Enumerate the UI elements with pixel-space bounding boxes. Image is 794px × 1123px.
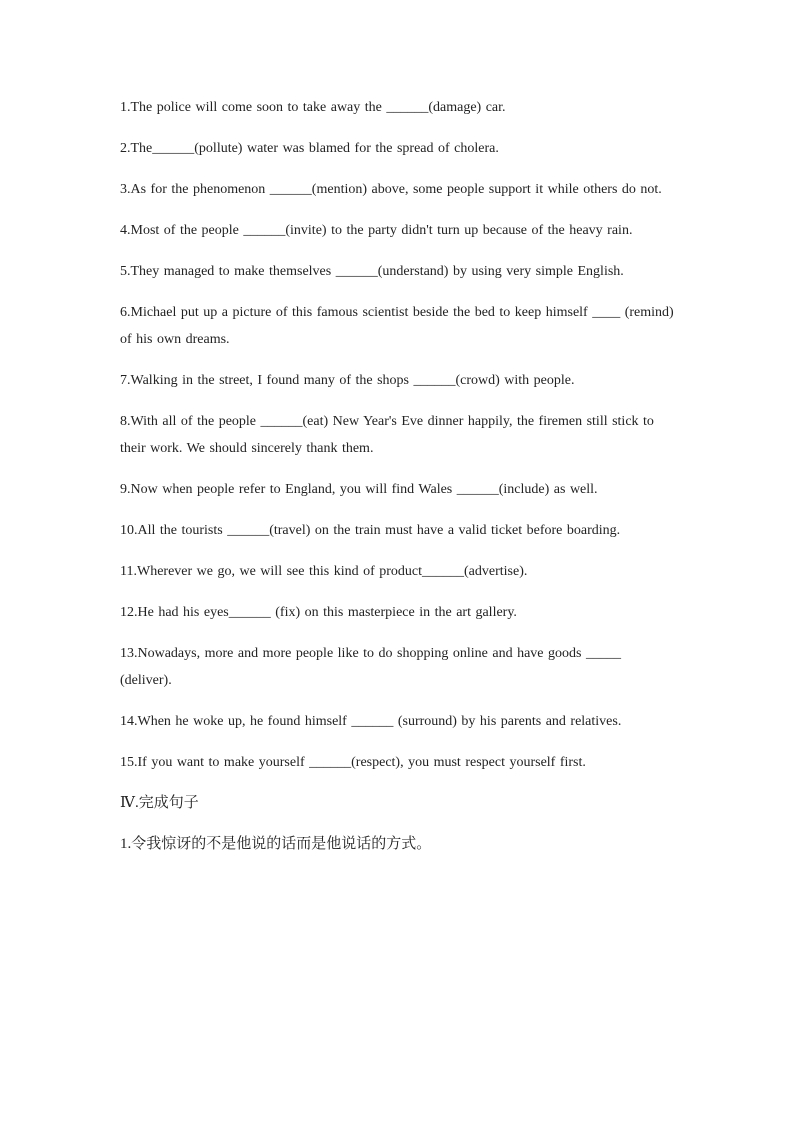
exercise-item-9: 9.Now when people refer to England, you will find Wales ______(include) as well. [120, 482, 598, 497]
exercise-item-10: 10.All the tourists ______(travel) on the train must have a valid ticket before boarding. [120, 523, 621, 538]
exercise-item-7: 7.Walking in the street, I found many of the shops ______(crowd) with people. [120, 373, 575, 388]
exercise-item-15: 15.If you want to make yourself ______(respect), you must respect yourself first. [120, 755, 586, 770]
exercise-item-12: 12.He had his eyes______ (fix) on this masterpiece in the art gallery. [120, 605, 517, 620]
section-heading: Ⅳ.完成句子 [120, 795, 199, 811]
exercise-item-4: 4.Most of the people ______(invite) to the party didn't turn up because of the heavy rain. [120, 223, 633, 238]
exercise-item-1: 1.The police will come soon to take away the ______(damage) car. [120, 100, 506, 115]
exercise-item-14: 14.When he woke up, he found himself ______ (surround) by his parents and relatives. [120, 714, 622, 729]
exercise-item-2: 2.The______(pollute) water was blamed for the spread of cholera. [120, 141, 499, 156]
exercise-item-5: 5.They managed to make themselves ______(understand) by using very simple English. [120, 264, 624, 279]
exercise-item-13: 13.Nowadays, more and more people like to do shopping online and have goods _____ (deliver). [120, 646, 621, 688]
document-content [120, 94, 675, 858]
sentence-item-1: 1.令我惊讶的不是他说的话而是他说话的方式。 [120, 836, 432, 852]
exercise-item-11: 11.Wherever we go, we will see this kind of product______(advertise). [120, 564, 528, 579]
exercise-item-8: 8.With all of the people ______(eat) New Year's Eve dinner happily, the firemen still stick to their work. We should sincerely thank them. [120, 414, 654, 456]
exercise-item-3: 3.As for the phenomenon ______(mention) above, some people support it while others do not. [120, 182, 662, 197]
exercise-item-6: 6.Michael put up a picture of this famous scientist beside the bed to keep himself ____ (remind) of his own dreams. [120, 305, 674, 347]
